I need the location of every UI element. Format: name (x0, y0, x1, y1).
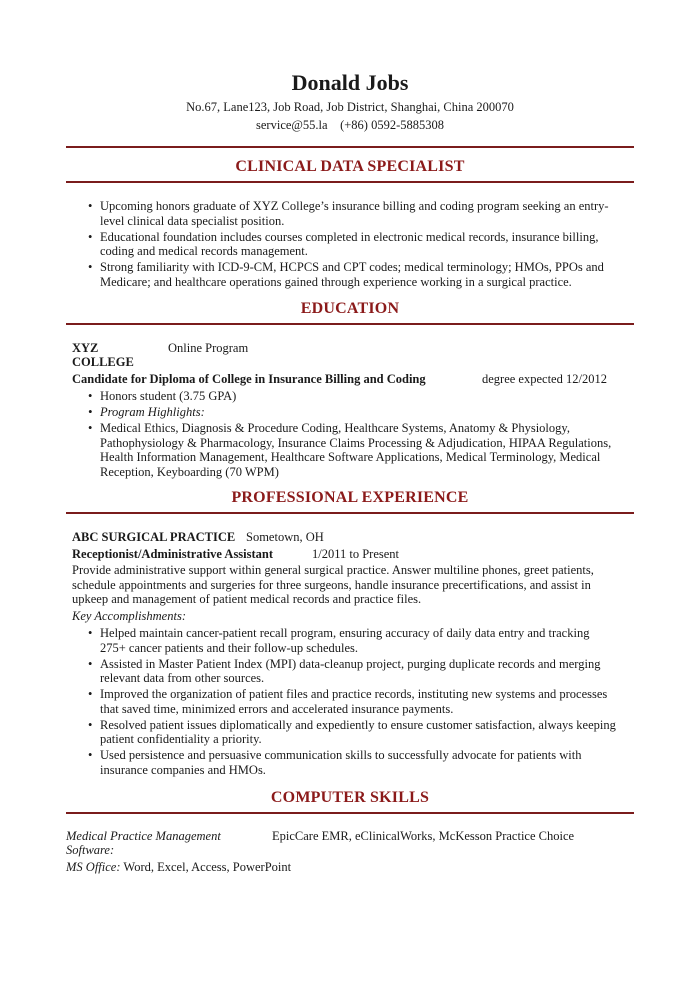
section-title-skills: COMPUTER SKILLS (270, 789, 430, 806)
address-line: No.67, Lane123, Job Road, Job District, Shanghai, China 200070 (186, 100, 514, 114)
employer-name: ABC SURGICAL PRACTICE (72, 530, 236, 544)
section-rule (66, 181, 634, 183)
list-item: • Improved the organization of patient files and practice records, instituting new systems and processes that saved time, minimized errors and accelerated insurance payments. (88, 687, 618, 716)
list-item: • Educational foundation includes courses completed in electronic medical records, insurance billing, coding and medical records management. (88, 230, 618, 259)
job-summary: Provide administrative support within general surgical practice. Answer multiline phones, greet patients, schedule appointments and surgeries for three surgeons, handle insurance precertifications, and assist in upkeep and management of patient medical records and practice files. (72, 563, 594, 606)
list-item: • Helped maintain cancer-patient recall program, ensuring accuracy of daily data entry and tracking 275+ cancer patients and their follow-up schedules. (88, 626, 618, 655)
skill-value-practice-software: EpicCare EMR, eClinicalWorks, McKesson Practice Choice (272, 829, 575, 843)
degree-expected: degree expected 12/2012 (482, 372, 607, 386)
section-rule (66, 146, 634, 148)
list-item: • Resolved patient issues diplomatically and expediently to ensure customer satisfaction, always keeping patient confidentiality a priority. (88, 718, 618, 747)
skill-row-office (66, 860, 291, 875)
list-item: • Program Highlights: (88, 405, 618, 420)
job-dates: 1/2011 to Present (312, 547, 400, 561)
section-rule (66, 323, 634, 325)
degree-title: Candidate for Diploma of College in Insurance Billing and Coding (72, 372, 426, 386)
job-role: Receptionist/Administrative Assistant (72, 547, 274, 561)
section-rule (66, 812, 634, 814)
accomplishment-bullets (88, 626, 618, 779)
school-name-line2: COLLEGE (72, 355, 134, 369)
program-type: Online Program (168, 341, 249, 355)
section-title-education: EDUCATION (300, 300, 400, 317)
school-name: XYZ (72, 341, 99, 355)
education-bullets (88, 389, 618, 481)
section-title-objective: CLINICAL DATA SPECIALIST (235, 158, 465, 175)
candidate-name: Donald Jobs (291, 70, 409, 95)
list-item: • Strong familiarity with ICD-9-CM, HCPCS and CPT codes; medical terminology; HMOs, PPOs and Medicare; and healthcare operations gained through experience working in a surgical practice. (88, 260, 618, 289)
employer-location: Sometown, OH (246, 530, 324, 544)
skill-label-office: MS Office: (66, 860, 121, 874)
skill-label-practice-software-line2: Software: (66, 843, 115, 857)
section-rule (66, 512, 634, 514)
contact-line: service@55.la (+86) 0592-5885308 (256, 118, 444, 132)
objective-bullets (88, 199, 618, 291)
list-item: • Honors student (3.75 GPA) (88, 389, 618, 404)
list-item: • Medical Ethics, Diagnosis & Procedure Coding, Healthcare Systems, Anatomy & Physiology, Pathophysiology & Pharmacology, Insurance Claims Processing & Adjudication, HIPAA Regulations, Health Information Management, Healthcare Software Applications, Medical Terminology, Medical Reception, Keyboarding (70 WPM) (88, 421, 618, 479)
skill-value-office: Word, Excel, Access, PowerPoint (123, 860, 292, 874)
list-item: • Upcoming honors graduate of XYZ College’s insurance billing and coding program seeking an entry-level clinical data specialist position. (88, 199, 618, 228)
skill-label-practice-software: Medical Practice Management (66, 829, 221, 843)
section-title-experience: PROFESSIONAL EXPERIENCE (231, 489, 469, 506)
list-item: • Used persistence and persuasive communication skills to successfully advocate for patients with insurance companies and HMOs. (88, 748, 618, 777)
list-item: • Assisted in Master Patient Index (MPI) data-cleanup project, purging duplicate records and merging relevant data from other sources. (88, 657, 618, 686)
accomplishments-label: Key Accomplishments: (72, 609, 186, 623)
